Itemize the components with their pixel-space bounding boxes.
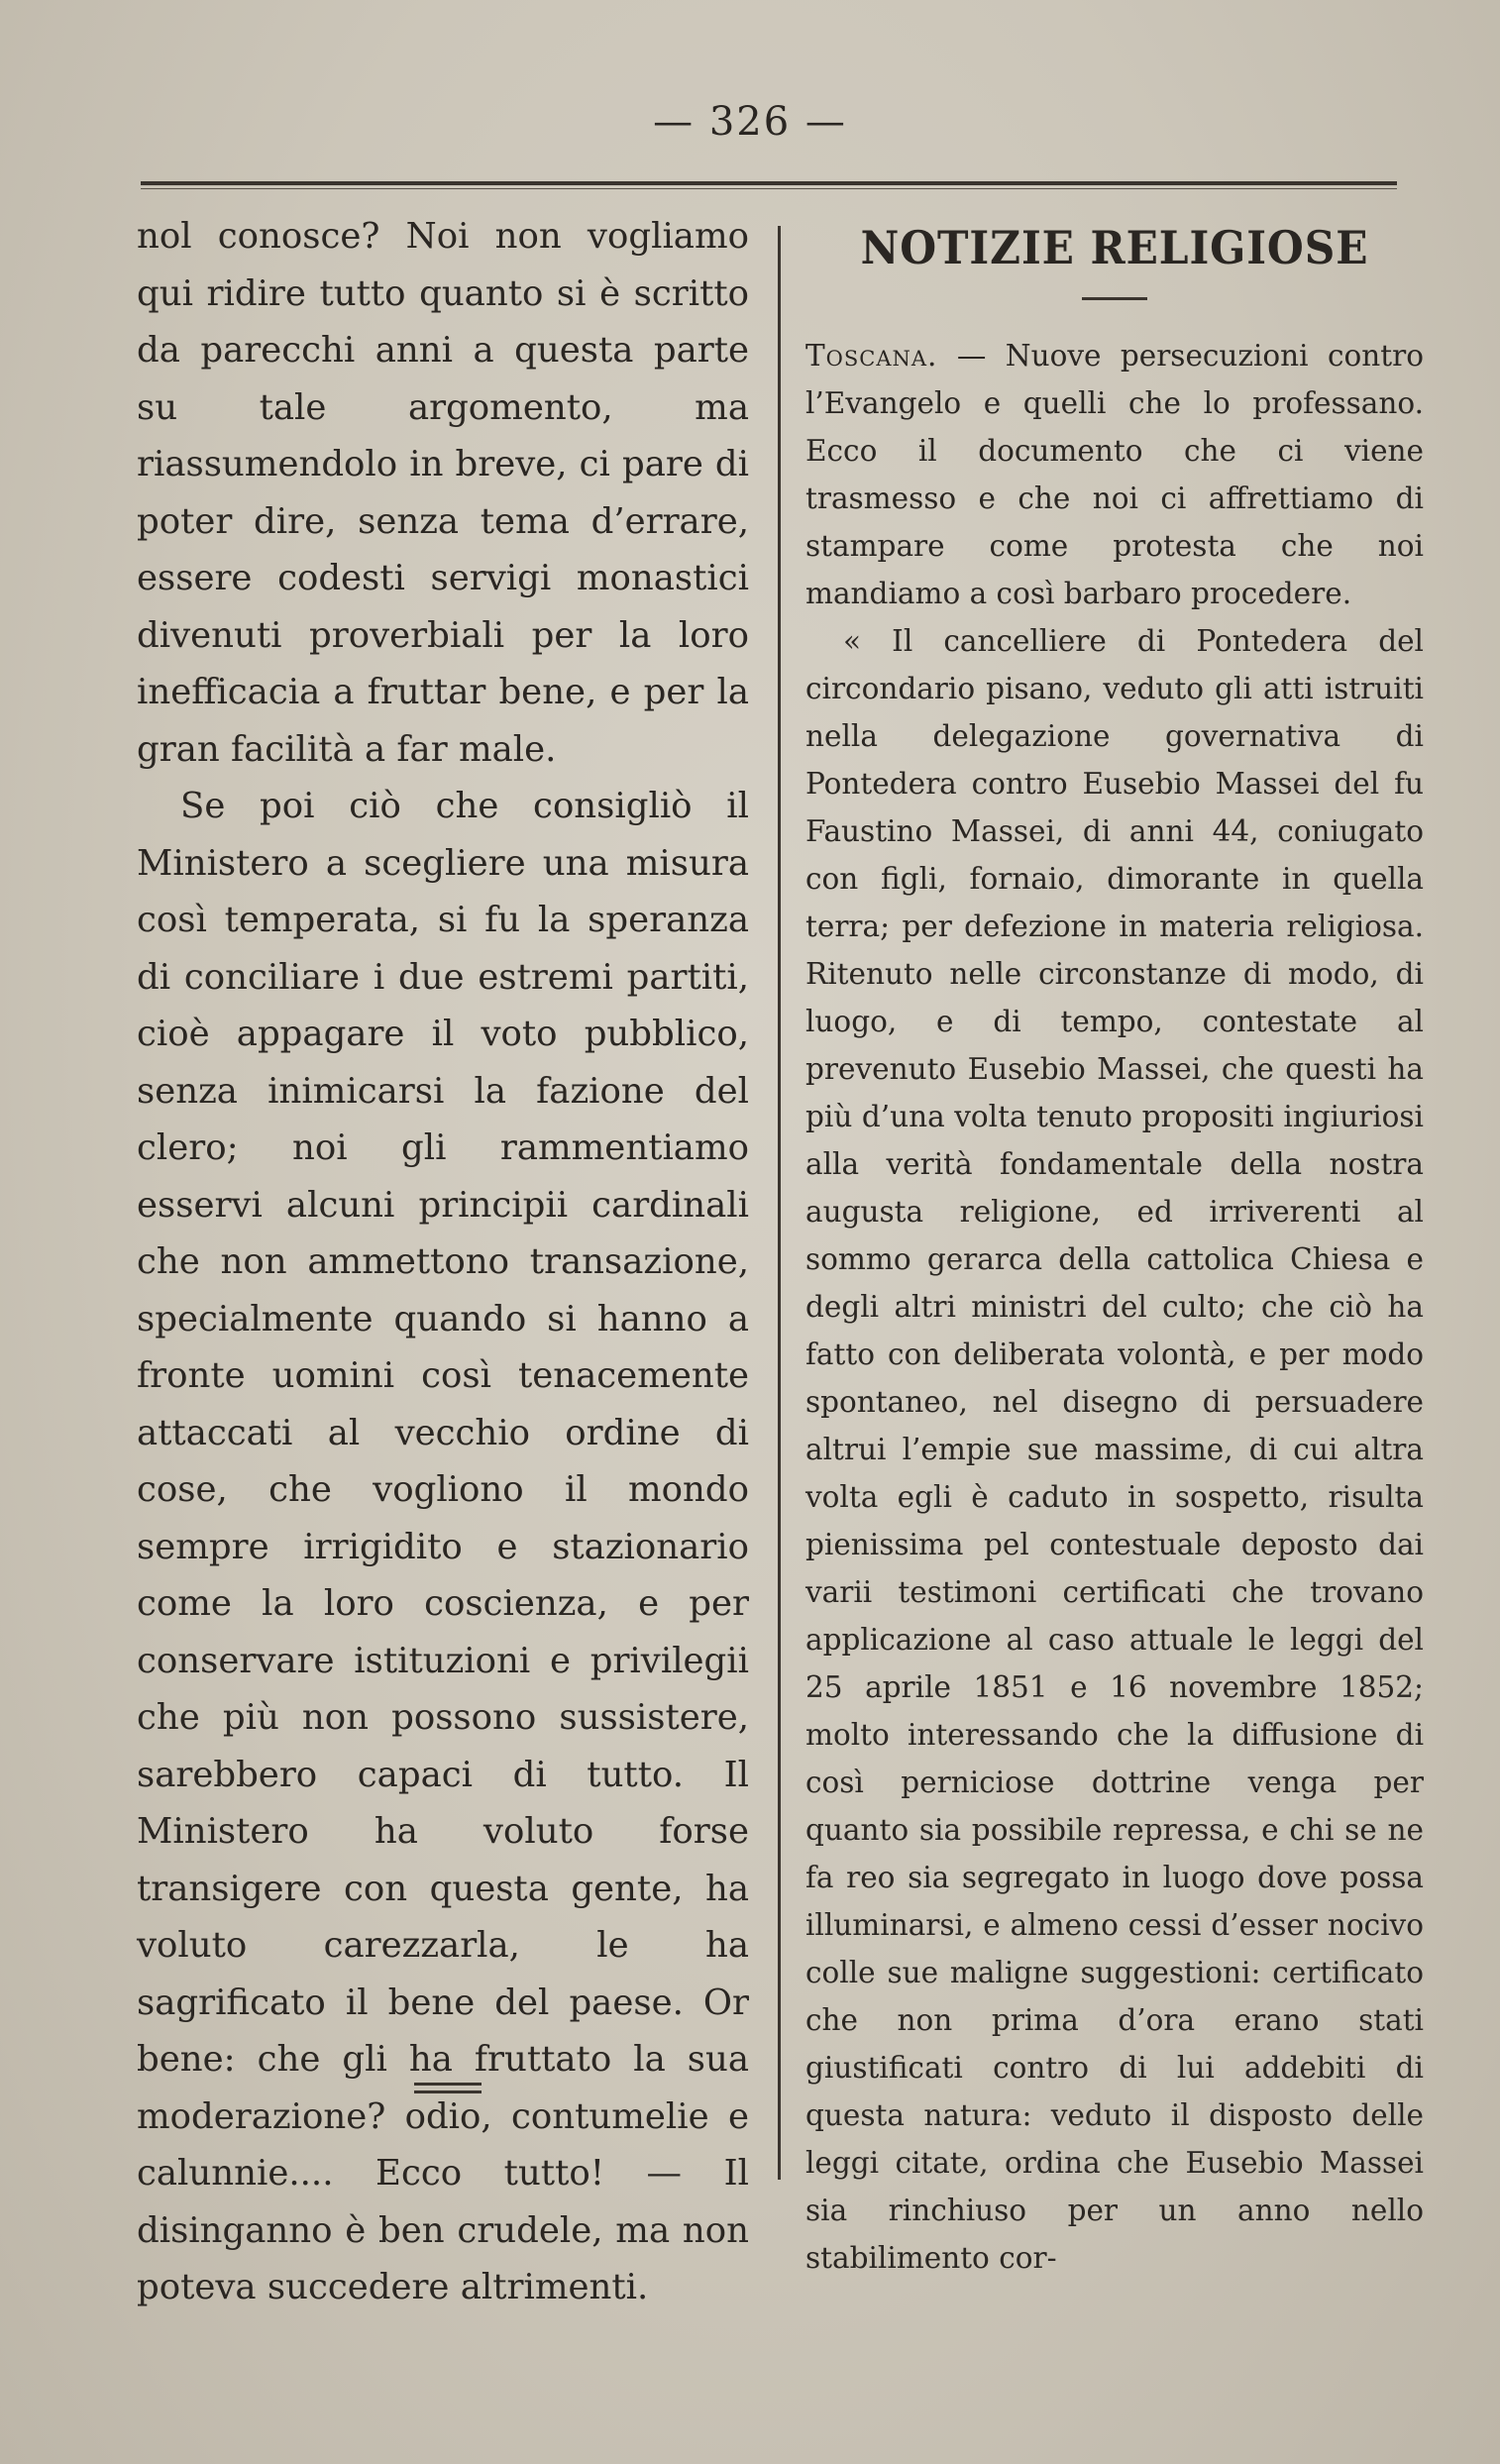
news-item-tuscany bbox=[805, 332, 1424, 617]
news-document-quote: « Il cancelliere di Pontedera del circondario pisano, veduto gli atti istruiti nella delegazione governativa di Pontedera contro Eusebio Massei del fu Faustino Massei, di anni 44, coniugato con figli, fornaio, dimorante in quella terra; per defezione in materia religiosa. Ritenuto nelle circonstanze di modo, di luogo, e di tempo, contestate al prevenuto Eusebio Massei, che questi ha più d’una volta tenuto propositi ingiuriosi alla verità fondamentale della nostra augusta religione, ed irriverenti al sommo gerarca della cattolica Chiesa e degli altri ministri del culto; che ciò ha fatto con deliberata volontà, e per modo spontaneo, nel disegno di persuadere altrui l’empie sue massime, di cui altra volta egli è caduto in sospetto, risulta pienissima pel contestuale deposto dai varii testimoni certificati che trovano applicazione al caso attuale le leggi del 25 aprile 1851 e 16 novembre 1852; molto interessando che la diffusione di così perniciose dottrine venga per quanto sia possibile repressa, e chi se ne fa reo sia segregato in luogo dove possa illuminarsi, e almeno cessi d’esser nocivo colle sue maligne suggestioni: certificato che non prima d’ora erano stati giustificati contro di lui addebiti di questa natura: veduto il disposto delle leggi citate, ordina che Eusebio Massei sia rinchiuso per un anno nello stabilimento cor- bbox=[805, 624, 1424, 2275]
column-divider bbox=[778, 226, 781, 2180]
header-rule-thin bbox=[141, 188, 1397, 189]
news-intro-text: — Nuove persecuzioni contro l’Evangelo e quelli che lo professano. Ecco il documento che ci viene trasmesso e che noi ci affrettiamo di stampare come protesta che noi mandiamo a così barbaro procedere. bbox=[805, 339, 1424, 610]
page-number: — 326 — bbox=[653, 99, 847, 145]
left-column bbox=[137, 208, 749, 2316]
right-column bbox=[805, 216, 1424, 2282]
header-rule bbox=[141, 181, 1397, 185]
article-end-rule bbox=[414, 2083, 482, 2098]
news-place: Toscana. bbox=[805, 339, 938, 373]
section-heading: NOTIZIE RELIGIOSE bbox=[860, 221, 1369, 274]
left-paragraph-continued: nol conosce? Noi non vogliamo qui ridire tutto quanto si è scritto da parecchi anni a questa parte su tale argomento, ma riassumendolo in breve, ci pare di poter dire, senza tema d’errare, essere codesti servigi monastici divenuti proverbiali per la loro inefficacia a fruttar bene, e per la gran facilità a far male. bbox=[137, 216, 749, 770]
left-paragraph-ministry: Se poi ciò che consigliò il Ministero a scegliere una misura così temperata, si fu la speranza di conciliare i due estremi partiti, cioè appagare il voto pubblico, senza inimicarsi la fazione del clero; noi gli rammentiamo esservi alcuni principii cardinali che non ammettono transazione, specialmente quando si hanno a fronte uomini così tenacemente attaccati al vecchio ordine di cose, che vogliono il mondo sempre irrigidito e stazionario come la loro coscienza, e per conservare istituzioni e privilegii che più non possono sussistere, sarebbero capaci di tutto. Il Ministero ha voluto forse transigere con questa gente, ha voluto carezzarla, le ha sagrificato il bene del paese. Or bene: che gli ha fruttato la sua moderazione? odio, contumelie e calunnie.... Ecco tutto! — Il disinganno è ben crudele, ma non poteva succedere altrimenti. bbox=[137, 786, 749, 2307]
heading-rule bbox=[1082, 297, 1147, 300]
